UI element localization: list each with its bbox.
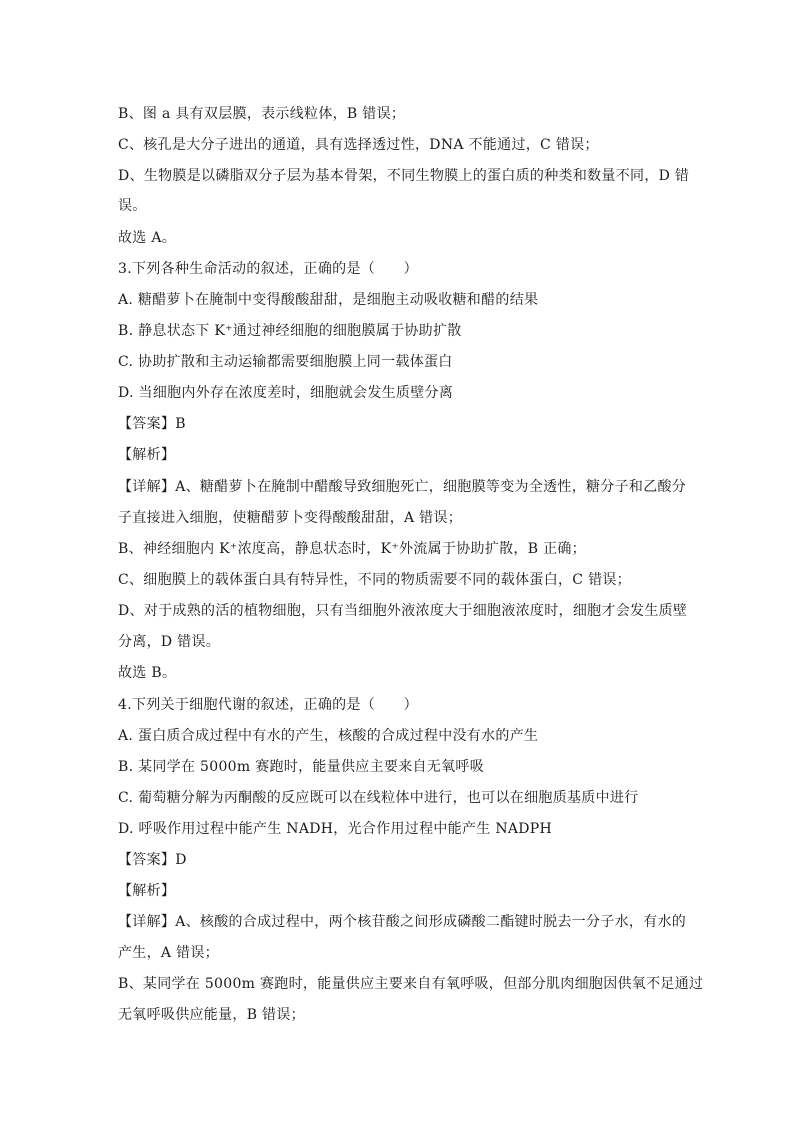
answer-label: 【答案】B [118, 416, 186, 432]
explanation-line: D、对于成熟的活的植物细胞，只有当细胞外液浓度大于细胞液浓度时，细胞才会发生质壁 [118, 603, 688, 619]
answer-label: 【答案】D [118, 852, 187, 868]
question-4-option-d: D. 呼吸作用过程中能产生 NADH，光合作用过程中能产生 NADPH [118, 821, 553, 837]
explanation-line: B、某同学在 5000m 赛跑时，能量供应主要来自有氧呼吸，但部分肌肉细胞因供氧不足通过 [118, 976, 704, 992]
question-4-stem: 4.下列关于细胞代谢的叙述，正确的是（ ） [118, 697, 418, 713]
analysis-label: 【解析】 [118, 883, 176, 899]
text-line: B、图 a 具有双层膜，表示线粒体，B 错误； [118, 106, 406, 122]
question-4-option-b: B. 某同学在 5000m 赛跑时，能量供应主要来自无氧呼吸 [118, 759, 484, 775]
text-line: 故选 A。 [118, 230, 177, 246]
text-line: C、核孔是大分子进出的通道，具有选择透过性，DNA 不能通过，C 错误； [118, 137, 599, 153]
text-line: D、生物膜是以磷脂双分子层为基本骨架，不同生物膜上的蛋白质的种类和数量不同，D 错 [118, 168, 690, 184]
choice-line: 故选 B。 [118, 665, 177, 681]
text-line: 误。 [118, 198, 147, 214]
explanation-line: B、神经细胞内 K⁺浓度高，静息状态时，K⁺外流属于协助扩散，B 正确； [118, 541, 586, 557]
question-3-option-a: A. 糖醋萝卜在腌制中变得酸酸甜甜，是细胞主动吸收糖和醋的结果 [118, 292, 539, 308]
explanation-line: 无氧呼吸供应能量，B 错误； [118, 1007, 305, 1023]
question-3-option-d: D. 当细胞内外存在浓度差时，细胞就会发生质壁分离 [118, 385, 454, 401]
analysis-label: 【解析】 [118, 447, 176, 463]
explanation-line: C、细胞膜上的载体蛋白具有特异性，不同的物质需要不同的载体蛋白，C 错误； [118, 572, 631, 588]
explanation-line: 【详解】A、核酸的合成过程中，两个核苷酸之间形成磷酸二酯键时脱去一分子水，有水的 [118, 914, 687, 930]
question-4-option-c: C. 葡萄糖分解为丙酮酸的反应既可以在线粒体中进行，也可以在细胞质基质中进行 [118, 790, 639, 806]
explanation-line: 分离，D 错误。 [118, 634, 221, 650]
explanation-line: 【详解】A、糖醋萝卜在腌制中醋酸导致细胞死亡，细胞膜等变为全透性，糖分子和乙酸分 [118, 479, 687, 495]
question-4-option-a: A. 蛋白质合成过程中有水的产生，核酸的合成过程中没有水的产生 [118, 728, 539, 744]
question-3-option-c: C. 协助扩散和主动运输都需要细胞膜上同一载体蛋白 [118, 354, 453, 370]
question-3-stem: 3.下列各种生命活动的叙述，正确的是（ ） [118, 261, 418, 277]
explanation-line: 子直接进入细胞，使糖醋萝卜变得酸酸甜甜，A 错误； [118, 510, 463, 526]
question-3-option-b: B. 静息状态下 K⁺通过神经细胞的细胞膜属于协助扩散 [118, 323, 462, 339]
explanation-line: 产生，A 错误； [118, 945, 219, 961]
